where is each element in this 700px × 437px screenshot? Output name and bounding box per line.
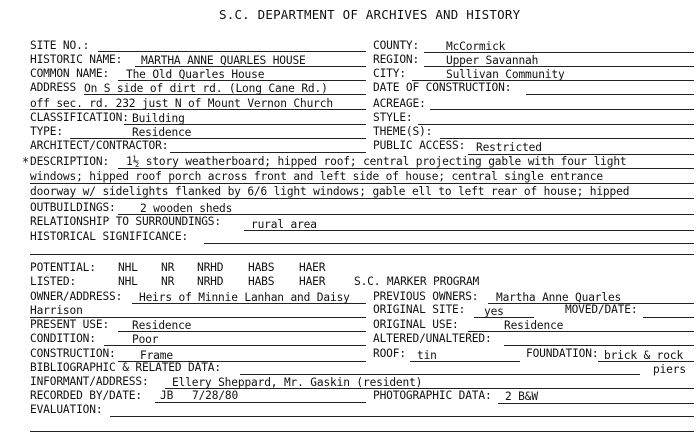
listed-habs: HABS (248, 275, 275, 288)
style-line (418, 124, 694, 125)
listed-label: LISTED: (30, 275, 77, 288)
architect-line (170, 152, 366, 153)
foundation-line (598, 361, 694, 362)
original-use-line (468, 331, 694, 332)
themes-line (440, 138, 694, 139)
evaluation-line-2 (30, 431, 694, 432)
construction-label: CONSTRUCTION: (30, 347, 116, 360)
potential-nhl: NHL (118, 261, 138, 274)
address-value-1: On S side of dirt rd. (Long Cane Rd.) (84, 82, 328, 95)
city-value: Sullivan Community (446, 68, 565, 81)
address-line-2 (30, 109, 366, 110)
listed-nr: NR (161, 275, 175, 288)
description-rule-3 (30, 198, 694, 199)
themes-label: THEME(S): (373, 125, 433, 138)
date-of-construction-label: DATE OF CONSTRUCTION: (373, 81, 512, 94)
common-name-line (118, 80, 366, 81)
description-label: DESCRIPTION: (30, 155, 110, 168)
description-rule-1 (118, 168, 694, 169)
altered-line (504, 345, 694, 346)
description-rule-2 (30, 183, 694, 184)
style-label: STYLE: (373, 111, 413, 124)
county-value: McCormick (446, 40, 506, 53)
region-line (424, 66, 694, 67)
altered-label: ALTERED/UNALTERED: (373, 332, 492, 345)
address-label: ADDRESS (30, 81, 77, 94)
present-use-line (118, 331, 366, 332)
previous-owners-value: Martha Anne Quarles (496, 291, 622, 304)
foundation-label: FOUNDATION: (526, 347, 599, 360)
photographic-line (498, 403, 694, 404)
potential-nr: NR (161, 261, 175, 274)
acreage-line (430, 109, 694, 110)
recorded-line (155, 402, 366, 403)
architect-label: ARCHITECT/CONTRACTOR: (30, 139, 169, 152)
potential-label: POTENTIAL: (30, 261, 96, 274)
public-access-value: Restricted (476, 141, 542, 154)
outbuildings-value: 2 wooden sheds (140, 202, 233, 215)
condition-line (104, 345, 366, 346)
recorded-date: 7/28/80 (192, 389, 239, 402)
owner-label: OWNER/ADDRESS: (30, 290, 123, 303)
common-name-value: The Old Quarles House (126, 68, 265, 81)
site-no-label: SITE NO.: (30, 39, 90, 52)
type-value: Residence (132, 126, 192, 139)
previous-owners-label: PREVIOUS OWNERS: (373, 290, 479, 303)
owner-value-2: Harrison (30, 304, 83, 317)
classification-label: CLASSIFICATION: (30, 111, 129, 124)
acreage-label: ACREAGE: (373, 97, 426, 110)
common-name-label: COMMON NAME: (30, 67, 110, 80)
roof-label: ROOF: (373, 347, 406, 360)
potential-nrhd: NRHD (197, 261, 224, 274)
outbuildings-label: OUTBUILDINGS: (30, 201, 116, 214)
photographic-label: PHOTOGRAPHIC DATA: (373, 389, 492, 402)
evaluation-line-1 (110, 416, 694, 417)
original-site-value: yes (484, 305, 504, 318)
present-use-value: Residence (132, 319, 192, 332)
original-use-value: Residence (504, 319, 564, 332)
condition-label: CONDITION: (30, 332, 96, 345)
marker-program-label: S.C. MARKER PROGRAM (354, 275, 480, 288)
public-access-label: PUBLIC ACCESS: (373, 139, 466, 152)
city-label: CITY: (373, 67, 406, 80)
section-divider (30, 254, 694, 255)
date-of-construction-line (526, 94, 694, 95)
roof-value: tin (417, 349, 437, 362)
surroundings-line (244, 230, 694, 231)
listed-nhl: NHL (118, 275, 138, 288)
surroundings-value: rural area (251, 218, 317, 231)
photographic-value: 2 B&W (505, 390, 538, 403)
bibliographic-line (240, 374, 640, 375)
historic-name-value: MARTHA ANNE QUARLES HOUSE (141, 54, 306, 67)
description-line-1: 1½ story weatherboard; hipped roof; central projecting gable with four light (126, 155, 627, 168)
informant-label: INFORMANT/ADDRESS: (30, 375, 149, 388)
listed-haer: HAER (299, 275, 326, 288)
historic-name-label: HISTORIC NAME: (30, 53, 123, 66)
owner-line-1 (132, 303, 366, 304)
present-use-label: PRESENT USE: (30, 318, 110, 331)
classification-line (124, 124, 366, 125)
original-site-line (474, 317, 534, 318)
recorded-label: RECORDED BY/DATE: (30, 389, 142, 402)
description-asterisk: * (22, 155, 30, 169)
foundation-value-2: piers (653, 363, 686, 376)
moved-date-label: MOVED/DATE: (565, 303, 638, 316)
original-use-label: ORIGINAL USE: (373, 318, 459, 331)
informant-value: Ellery Sheppard, Mr. Gaskin (resident) (172, 376, 423, 389)
region-value: Upper Savannah (446, 54, 539, 67)
owner-value-1: Heirs of Minnie Lanhan and Daisy (139, 291, 350, 304)
description-line-3: doorway w/ sidelights flanked by 6/6 light windows; gable ell to left rear of house; hipped (30, 185, 630, 198)
roof-line (410, 361, 520, 362)
moved-date-line (643, 317, 694, 318)
bibliographic-label: BIBLIOGRAPHIC & RELATED DATA: (30, 361, 221, 374)
construction-value: Frame (140, 349, 173, 362)
recorded-by: JB (160, 389, 174, 402)
foundation-value-1: brick & rock (604, 349, 684, 362)
historic-name-line (135, 66, 366, 67)
potential-haer: HAER (299, 261, 326, 274)
significance-line (204, 243, 694, 244)
classification-value: Building (132, 112, 185, 125)
region-label: REGION: (373, 53, 420, 66)
form-title: S.C. DEPARTMENT OF ARCHIVES AND HISTORY (219, 7, 521, 22)
evaluation-label: EVALUATION: (30, 403, 103, 416)
site-no-line (98, 51, 366, 52)
surroundings-label: RELATIONSHIP TO SURROUNDINGS: (30, 215, 221, 228)
significance-label: HISTORICAL SIGNIFICANCE: (30, 230, 189, 243)
type-label: TYPE: (30, 125, 63, 138)
condition-value: Poor (132, 333, 159, 346)
address-line-1 (84, 94, 366, 95)
county-label: COUNTY: (373, 39, 420, 52)
original-site-label: ORIGINAL SITE: (373, 303, 466, 316)
county-line (424, 52, 694, 53)
potential-habs: HABS (248, 261, 275, 274)
description-line-2: windows; hipped roof porch across front and left side of house; central single entrance (30, 170, 603, 183)
listed-nrhd: NRHD (197, 275, 224, 288)
address-value-2: off sec. rd. 232 just N of Mount Vernon Church (30, 97, 333, 110)
